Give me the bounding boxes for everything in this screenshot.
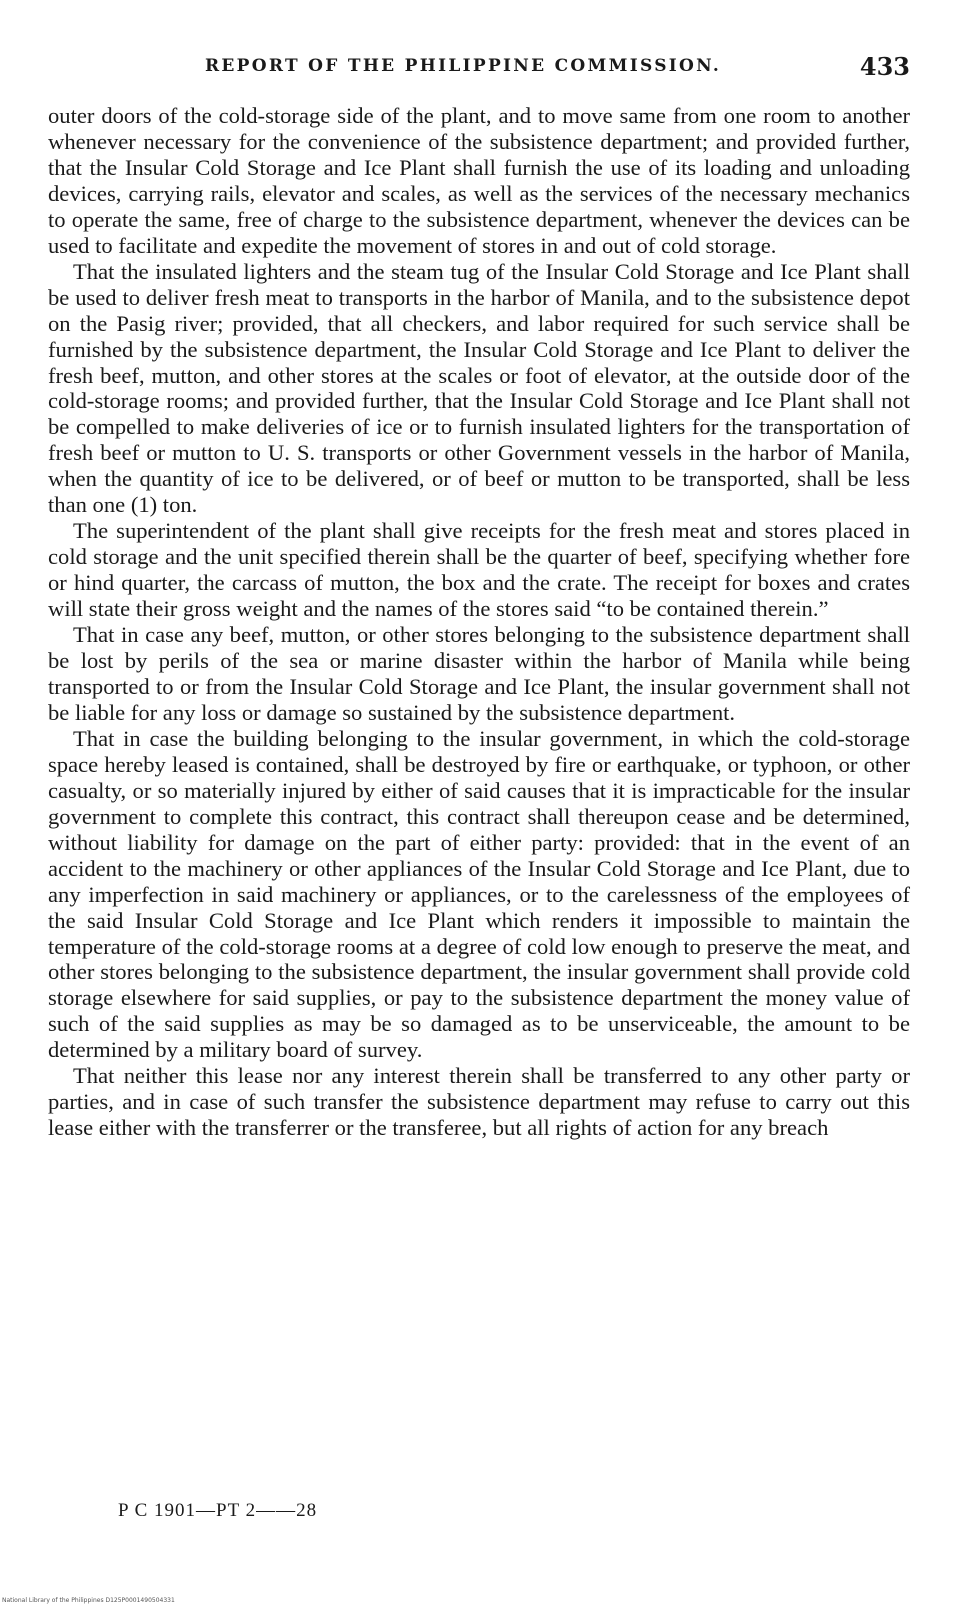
paragraph-continuation: outer doors of the cold-storage side of the plant, and to move same from one room to another whenever necessary for the convenience of the subsistence department; and provided further, that the Insular Cold Storage and Ice Plant shall furnish the use of its loading and unloading devices, carrying rails, elevator and scales, as well as the services of the necessary mechanics to operate the same, free of charge to the subsistence department, whenever the devices can be used to facilitate and expedite the movement of stores in and out of cold storage.	[48, 103, 910, 258]
paragraph-transfer: That neither this lease nor any interest therein shall be transferred to any other party or parties, and in case of such transfer the subsistence department may refuse to carry out this lease either with the transferrer or the transferee, but all rights of action for any breach	[48, 1063, 910, 1141]
paragraph-lighters: That the insulated lighters and the steam tug of the Insular Cold Storage and Ice Plant shall be used to deliver fresh meat to transports in the harbor of Manila, and to the subsistence depot on the Pasig river; provided, that all checkers, and labor required for such service shall be furnished by the subsistence department, the Insular Cold Storage and Ice Plant to deliver the fresh beef, mutton, and other stores at the scales or foot of elevator, at the outside door of the cold-storage rooms; and provided further, that the Insular Cold Storage and Ice Plant shall not be compelled to make deliveries of ice or to furnish insulated lighters for the transportation of fresh beef or mutton to U. S. transports or other Government vessels in the harbor of Manila, when the quantity of ice to be delivered, or of beef or mutton to be transported, shall be less than one (1) ton.	[48, 258, 910, 518]
paragraph-building-destroyed: That in case the building belonging to the insular government, in which the cold-storage space hereby leased is contained, shall be destroyed by fire or earthquake, or typhoon, or other casualty, or so materially injured by either of said causes that it is impracticable for the insular government to complete this contract, this contract shall thereupon cease and be determined, without liability for damage on the part of either party: provided: that in the event of an accident to the machinery or other appliances of the Insular Cold Storage and Ice Plant, due to any imperfection in said machinery or appliances, or to the carelessness of the employees of the said Insular Cold Storage and Ice Plant which renders it impossible to maintain the temperature of the cold-storage rooms at a degree of cold low enough to preserve the meat, and other stores belonging to the subsistence department, the insular government shall provide cold storage elsewhere for said supplies, or pay to the subsistence department the money value of such of the said supplies as may be so damaged as to be unserviceable, the amount to be determined by a military board of survey.	[48, 725, 910, 1063]
signature-mark: P C 1901—PT 2——28	[118, 1500, 318, 1521]
body-text	[48, 103, 910, 1141]
running-head	[50, 52, 910, 86]
paragraph-marine-loss: That in case any beef, mutton, or other stores belonging to the subsistence department shall be lost by perils of the sea or marine disaster within the harbor of Manila while being transported to or from the Insular Cold Storage and Ice Plant, the insular government shall not be liable for any loss or damage so sustained by the subsistence department.	[48, 622, 910, 725]
running-title: REPORT OF THE PHILIPPINE COMMISSION.	[205, 56, 722, 76]
page-number: 433	[859, 52, 910, 81]
paragraph-receipts: The superintendent of the plant shall give receipts for the fresh meat and stores placed in cold storage and the unit specified therein shall be the quarter of beef, specifying whether fore or hind quarter, the carcass of mutton, the box and the crate. The receipt for boxes and crates will state their gross weight and the names of the stores said “to be contained therein.”	[48, 518, 910, 622]
scan-credit: National Library of the Philippines D125P0001490504331	[2, 1597, 175, 1604]
